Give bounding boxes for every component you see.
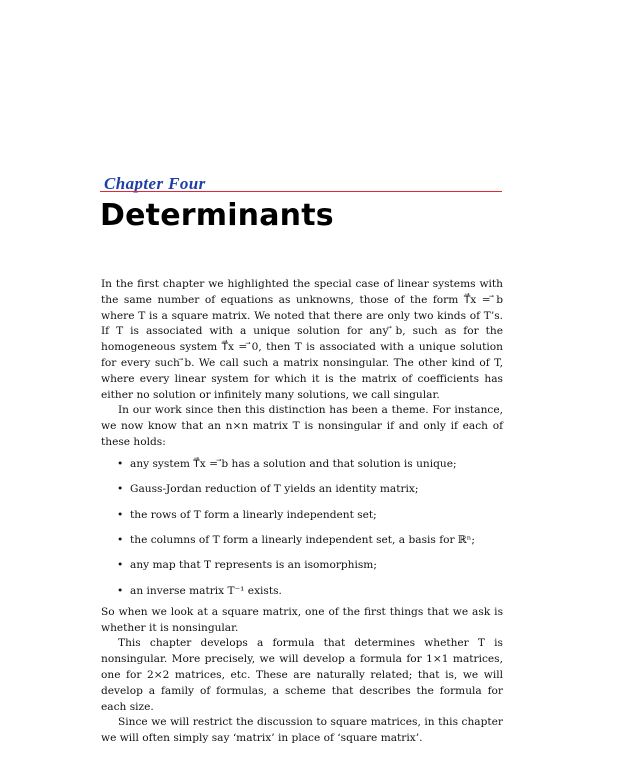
list-item (117, 584, 503, 599)
paragraph-terminology: Since we will restrict the discussion to square matrices, in this chapter we will often simply say ‘matrix’ in place of ‘square matrix’. (101, 716, 503, 745)
bullet-icon: • (117, 457, 124, 470)
list-item (117, 457, 503, 472)
bullet-icon: • (117, 483, 124, 496)
list-item (117, 558, 503, 573)
bullet-icon: • (117, 508, 124, 521)
bullet-icon: • (117, 533, 124, 546)
paragraph-theme: In our work since then this distinction has been a theme. For instance, we now know that an n×n matrix T is nonsingular if and only if each of these holds: (101, 404, 503, 448)
list-item (117, 508, 503, 523)
list-item-text: an inverse matrix T⁻¹ exists. (130, 584, 282, 597)
bullet-icon: • (117, 559, 124, 572)
condition-list (101, 457, 503, 599)
paragraph-formula: This chapter develops a formula that determines whether T is nonsingular. More precisely, we will develop a formula for 1×1 matrices, one for 2×2 matrices, etc. These are naturally related; that is, we will develop a family of formulas, a scheme that describes the formula for each size. (101, 637, 503, 713)
paragraph-square-matrix: So when we look at a square matrix, one of the first things that we ask is whether it is nonsingular. (101, 605, 503, 634)
list-item (117, 482, 503, 497)
list-item-text: Gauss-Jordan reduction of T yields an identity matrix; (130, 483, 419, 496)
list-item (117, 533, 503, 548)
list-item-text: the columns of T form a linearly independent set, a basis for ℝⁿ; (130, 533, 475, 546)
list-item-text: the rows of T form a linearly independent set; (130, 508, 377, 521)
chapter-label: Chapter Four (104, 174, 206, 193)
list-item-text: any map that T represents is an isomorphism; (130, 559, 377, 572)
body-text (101, 277, 503, 747)
chapter-title: Determinants (100, 198, 334, 233)
bullet-icon: • (117, 584, 124, 597)
paragraph-intro: In the first chapter we highlighted the special case of linear systems with the same number of equations as unknowns, those of the form T⃗x = ⃗b where T is a square matrix. We noted that there are only two kinds of T’s. If T is associated with a unique solution for any ⃗b, such as for the homogeneous system T⃗x = ⃗0, then T is associated with a unique solution for every such ⃗b. We call such a matrix nonsingular. The other kind of T, where every linear system for which it is the matrix of coefficients has either no solution or infinitely many solutions, we call singular. (101, 278, 503, 401)
list-item-text: any system T⃗x = ⃗b has a solution and that solution is unique; (130, 457, 457, 470)
chapter-rule (100, 191, 502, 192)
